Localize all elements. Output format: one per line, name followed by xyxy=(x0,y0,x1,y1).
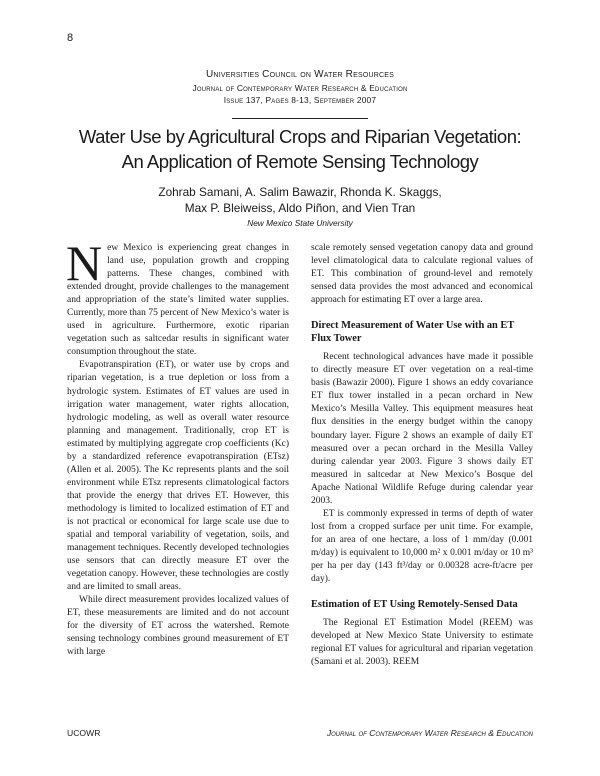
paragraph-reem: The Regional ET Estimation Model (REEM) was developed at New Mexico State University to estimate regional ET values for agricultural and riparian vegetation (Samani et al. 2003). REEM xyxy=(311,618,533,668)
header-divider xyxy=(232,118,368,119)
authors-line-1: Zohrab Samani, A. Salim Bawazir, Rhonda K. Skaggs, xyxy=(158,185,442,199)
paragraph-flux-tower: Recent technological advances have made it possible to directly measure ET over vegetation on a real-time basis (Bawazir 2000). Figure 1 shows an eddy covariance ET flux tower installed in a pecan orchard in New Mexico’s Mesilla Valley. This equipment measures heat flux densities in the energy budget within the canopy boundary layer. Figure 2 shows an example of daily ET measured over a pecan orchard in the Mesilla Valley during calendar year 2003. Figure 3 shows daily ET measured in saltcedar at New Mexico’s Bosque del Apache National Wildlife Refuge during calendar year 2003. xyxy=(311,352,533,506)
paragraph-et-definition: Evapotranspiration (ET), or water use by crops and riparian vegetation, is a true depletion or loss from a hydrologic system. Estimates of ET values are used in irrigation water management, water rights allocation, hydrologic modeling, as well as overall water resource planning and management. Traditionally, crop ET is estimated by multiplying aggregate crop coefficients (Kc) by a standardized reference evapotranspiration (ETsz) (Allen et al. 2005). The Kc represents plants and the soil environment while ETsz represents climatological factors that provide the energy that drives ET. However, this methodology is limited to localized estimation of ET and is not practical or economical for large scale use due to spatial and temporal variability of vegetation, soils, and management techniques. Recently developed technologies use sensors that can directly measure ET over the vegetation canopy. However, these technologies are costly and are limited to small areas. xyxy=(67,360,289,593)
masthead-issue: Issue 137, Pages 8-13, September 2007 xyxy=(223,95,377,105)
paragraph-et-units: ET is commonly expressed in terms of depth of water lost from a cropped surface per unit time. For example, for an area of one hectare, a loss of 1 mm/day (0.001 m/day) is equivalent to 10,000 m² x 0.001 m/day or 10 m³ per ha per day (143 ft³/day or 0.00328 acre-ft/acre per day). xyxy=(311,508,533,585)
masthead-journal: Journal of Contemporary Water Research & Education xyxy=(192,82,408,93)
section-heading-flux-tower: Direct Measurement of Water Use with an ET Flux Tower xyxy=(311,320,515,345)
authors-line-2: Max P. Bleiweiss, Aldo Piñon, and Vien Tran xyxy=(184,201,416,215)
masthead xyxy=(0,69,600,107)
page-number: 8 xyxy=(67,32,74,44)
title-line-2: An Application of Remote Sensing Technology xyxy=(121,151,479,172)
author-list xyxy=(40,184,560,216)
affiliation: New Mexico State University xyxy=(247,218,353,228)
drop-cap: N xyxy=(66,235,103,291)
footer-left: UCOWR xyxy=(67,728,101,738)
paragraph-direct-measurement: While direct measurement provides localized values of ET, these measurements are limited and do not account for the diversity of ET across the watershed. Remote sensing technology combines ground measurement of ET with large xyxy=(67,595,289,658)
intro-paragraph xyxy=(66,235,289,359)
masthead-org: Universities Council on Water Resources xyxy=(206,69,394,80)
title-line-1: Water Use by Agricultural Crops and Riparian Vegetation: xyxy=(78,126,522,147)
article-title xyxy=(40,124,560,174)
section-heading-remote-sensed: Estimation of ET Using Remotely-Sensed Data xyxy=(311,599,518,611)
footer-right: Journal of Contemporary Water Research & Education xyxy=(326,728,533,738)
intro-text: ew Mexico is experiencing great changes in land use, population growth and cropping patterns. These changes, combined with extended drought, provide challenges to the management and appropriation of the state’s limited water supplies. Currently, more than 75 percent of New Mexico’s water is used in agriculture. Furthermore, exotic riparian vegetation such as saltcedar results in significant water consumption throughout the state. xyxy=(67,243,289,358)
right-column xyxy=(311,242,533,669)
left-column xyxy=(66,235,289,660)
paragraph-remote-sensing: scale remotely sensed vegetation canopy data and ground level climatological data to calculate regional values of ET. This combination of ground-level and remotely sensed data provides the most advanced and economical approach for estimating ET over a large area. xyxy=(311,243,533,306)
